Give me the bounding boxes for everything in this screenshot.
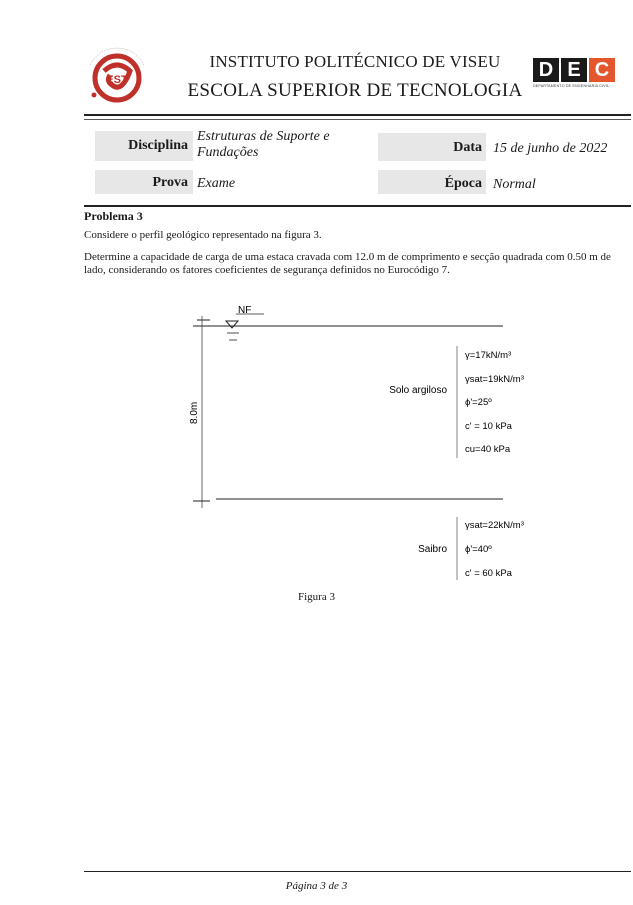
disciplina-value-line1: Estruturas de Suporte e	[197, 129, 330, 144]
layer2-prop-c: c' = 60 kPa	[465, 568, 512, 579]
nf-label: NF	[238, 305, 252, 316]
problem-intro: Considere o perfil geológico representado na figura 3.	[84, 229, 322, 241]
page-number: Página 3 de 3	[285, 880, 348, 892]
svg-text:EST: EST	[106, 74, 128, 86]
dec-subtitle: DEPARTAMENTO DE ENGENHARIA CIVIL	[533, 84, 610, 88]
layer1-prop-gamma: γ=17kN/m³	[465, 350, 512, 361]
depth-label: 8.0m	[189, 401, 200, 424]
footer-rule	[84, 871, 631, 872]
problem-statement-line1: Determine a capacidade de carga de uma estaca cravada com 12.0 m de comprimento e secção quadrada com 0.50 m de	[84, 251, 611, 263]
epoca-value: Normal	[493, 177, 536, 192]
institute-title: INSTITUTO POLITÉCNICO DE VISEU	[209, 52, 501, 71]
data-value: 15 de junho de 2022	[493, 141, 608, 156]
epoca-label: Época	[444, 176, 482, 191]
prova-label: Prova	[152, 175, 188, 190]
school-title: ESCOLA SUPERIOR DE TECNOLOGIA	[187, 80, 523, 101]
water-table-icon	[226, 321, 238, 328]
problem-statement-line2: lado, considerando os fatores coeficientes de segurança definidos no Eurocódigo 7.	[84, 264, 450, 276]
dec-letter-e: E	[561, 58, 587, 82]
layer1-name: Solo argiloso	[389, 385, 447, 396]
disciplina-value-line2: Fundações	[197, 145, 259, 160]
layer1-prop-c: c' = 10 kPa	[465, 421, 512, 432]
layer1-prop-gammasat: γsat=19kN/m³	[465, 374, 524, 385]
dec-letter-c: C	[589, 58, 615, 82]
problem-title: Problema 3	[84, 209, 143, 223]
data-label: Data	[453, 140, 482, 155]
disciplina-label: Disciplina	[128, 138, 188, 153]
prova-value: Exame	[197, 176, 236, 191]
dec-letter-d: D	[533, 58, 559, 82]
layer2-name: Saibro	[418, 544, 447, 555]
figure-caption: Figura 3	[298, 591, 335, 603]
layer2-prop-phi: ϕ'=40º	[465, 544, 492, 555]
layer1-prop-phi: ϕ'=25º	[465, 397, 492, 408]
layer2-prop-gammasat: γsat=22kN/m³	[465, 520, 524, 531]
layer1-prop-cu: cu=40 kPa	[465, 444, 511, 455]
